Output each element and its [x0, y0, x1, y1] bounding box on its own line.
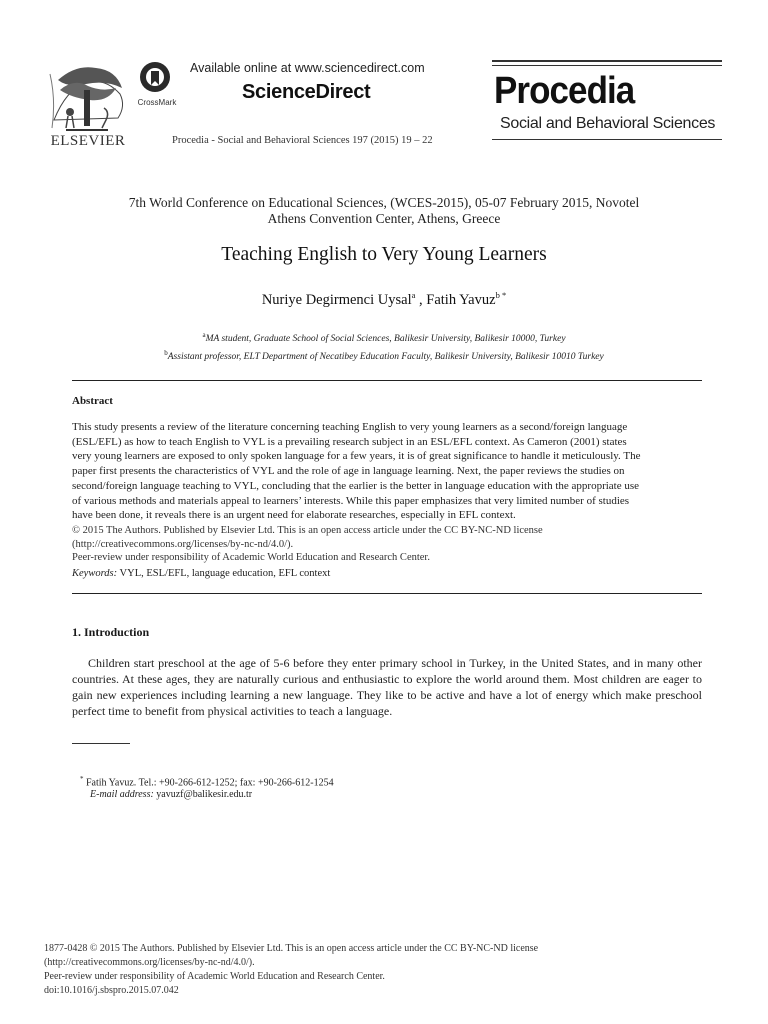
paper-title: Teaching English to Very Young Learners: [221, 244, 547, 265]
abstract-heading: Abstract: [72, 395, 113, 407]
available-online-text[interactable]: Available online at www.sciencedirect.com: [190, 61, 425, 75]
footnote-rule: [72, 743, 130, 744]
footer-license-link[interactable]: (http://creativecommons.org/licenses/by-nc-nd/4.0/).: [44, 957, 255, 968]
footer-line: 1877-0428 © 2015 The Authors. Published by Elsevier Ltd. This is an open access article under the CC BY-NC-ND license: [44, 943, 539, 954]
conference-line-2: Athens Convention Center, Athens, Greece: [267, 211, 501, 226]
abstract-body: [72, 420, 700, 523]
affiliation-b: $^b$Assistant professor, ELT Department of Necatibey Education Faculty, Balikesir University, Balikesir 10010 Turkey: [164, 349, 604, 363]
journal-citation: Procedia - Social and Behavioral Sciences 197 (2015) 19 – 22: [172, 135, 433, 146]
email-footnote: [90, 789, 252, 800]
abstract-line: of various methods and materials appeal to learners’ interests. While this paper emphasizes that very limited number of studies: [72, 494, 630, 507]
footnote-marker: *: [80, 775, 84, 783]
abstract-line: have been done, it reveals there is an urgent need for elaborate researches, especially in EFL context.: [72, 509, 516, 522]
procedia-subtitle: Social and Behavioral Sciences: [500, 115, 716, 132]
copyright-line: © 2015 The Authors. Published by Elsevier Ltd. This is an open access article under the CC BY-NC-ND license: [72, 525, 543, 536]
keywords-label: Keywords:: [72, 568, 118, 579]
abstract-line: very young learners are exposed to only spoken language for a few years, it is of great significance to handle it meticulously. The: [72, 450, 641, 463]
footer-doi[interactable]: doi:10.1016/j.sbspro.2015.07.042: [44, 985, 179, 996]
section-heading-introduction: 1. Introduction: [72, 625, 150, 639]
author-affil-marker: a: [411, 290, 416, 300]
abstract-copyright: [72, 524, 700, 565]
license-link[interactable]: (http://creativecommons.org/licenses/by-nc-nd/4.0/).: [72, 538, 294, 550]
affiliations: [0, 328, 768, 364]
author-separator: ,: [415, 291, 427, 308]
author-name: Fatih Yavuz: [426, 291, 496, 308]
crossmark-label: CrossMark: [137, 98, 177, 107]
author-name: Nuriye Degirmenci Uysal: [261, 291, 412, 308]
author-list: [0, 290, 768, 309]
author-affil-marker: b *: [495, 290, 507, 300]
elsevier-wordmark: ELSEVIER: [50, 133, 126, 149]
conference-line-1: 7th World Conference on Educational Sciences, (WCES-2015), 05-07 February 2015, Novotel: [128, 195, 640, 210]
procedia-top-rule-thin: [492, 65, 722, 66]
crossmark-icon[interactable]: [140, 62, 170, 92]
affiliation-a: $^a$MA student, Graduate School of Social Sciences, Balikesir University, Balikesir 10000, Turkey: [202, 331, 566, 345]
keywords: [72, 568, 330, 579]
abstract-line: paper first presents the characteristics of VYL and the role of age in language learning. Next, the paper reviews the studies on: [72, 465, 625, 478]
introduction-paragraph: Children start preschool at the age of 5-6 before they enter primary school in Turkey, in the United States, and in many other countries. At these ages, they are naturally curious and enthusiastic to explore the world around them. Most children are eager to gain new experiences including learning a new language. They like to be active and have a lot of energy which make preschool perfect time to benefit from physical activities to teach a language.: [72, 656, 702, 718]
abstract-line: (ESL/EFL) as how to teach English to VYL is a prevailing research subject in an ESL/EFL context. As Cameron (2001) states: [72, 435, 627, 448]
procedia-logo: Procedia: [494, 70, 635, 112]
abstract-top-rule: [72, 380, 702, 381]
copyright-line: Peer-review under responsibility of Academic World Education and Research Center.: [72, 552, 430, 564]
page-footer: [44, 942, 704, 998]
abstract-line: This study presents a review of the literature concerning teaching English to very young learners as a second/foreign language: [72, 421, 628, 433]
abstract-line: second/foreign language teaching to VYL, concluding that the earlier is the better in language education with the appropriate use: [72, 479, 640, 492]
procedia-bottom-rule: [492, 139, 722, 140]
conference-info: [70, 195, 698, 227]
footer-line: Peer-review under responsibility of Academic World Education and Research Center.: [44, 971, 385, 982]
abstract-bottom-rule: [72, 593, 702, 594]
email-address[interactable]: yavuzf@balikesir.edu.tr: [153, 789, 253, 800]
procedia-top-rule: [492, 60, 722, 62]
keywords-list: VYL, ESL/EFL, language education, EFL context: [117, 568, 331, 579]
contact-info: Fatih Yavuz. Tel.: +90-266-612-1252; fax: +90-266-612-1254: [83, 777, 334, 789]
elsevier-tree-logo: [46, 60, 128, 134]
email-label: E-mail address:: [90, 789, 154, 800]
sciencedirect-logo[interactable]: ScienceDirect: [242, 81, 371, 103]
corresponding-author-footnote: [80, 775, 334, 788]
